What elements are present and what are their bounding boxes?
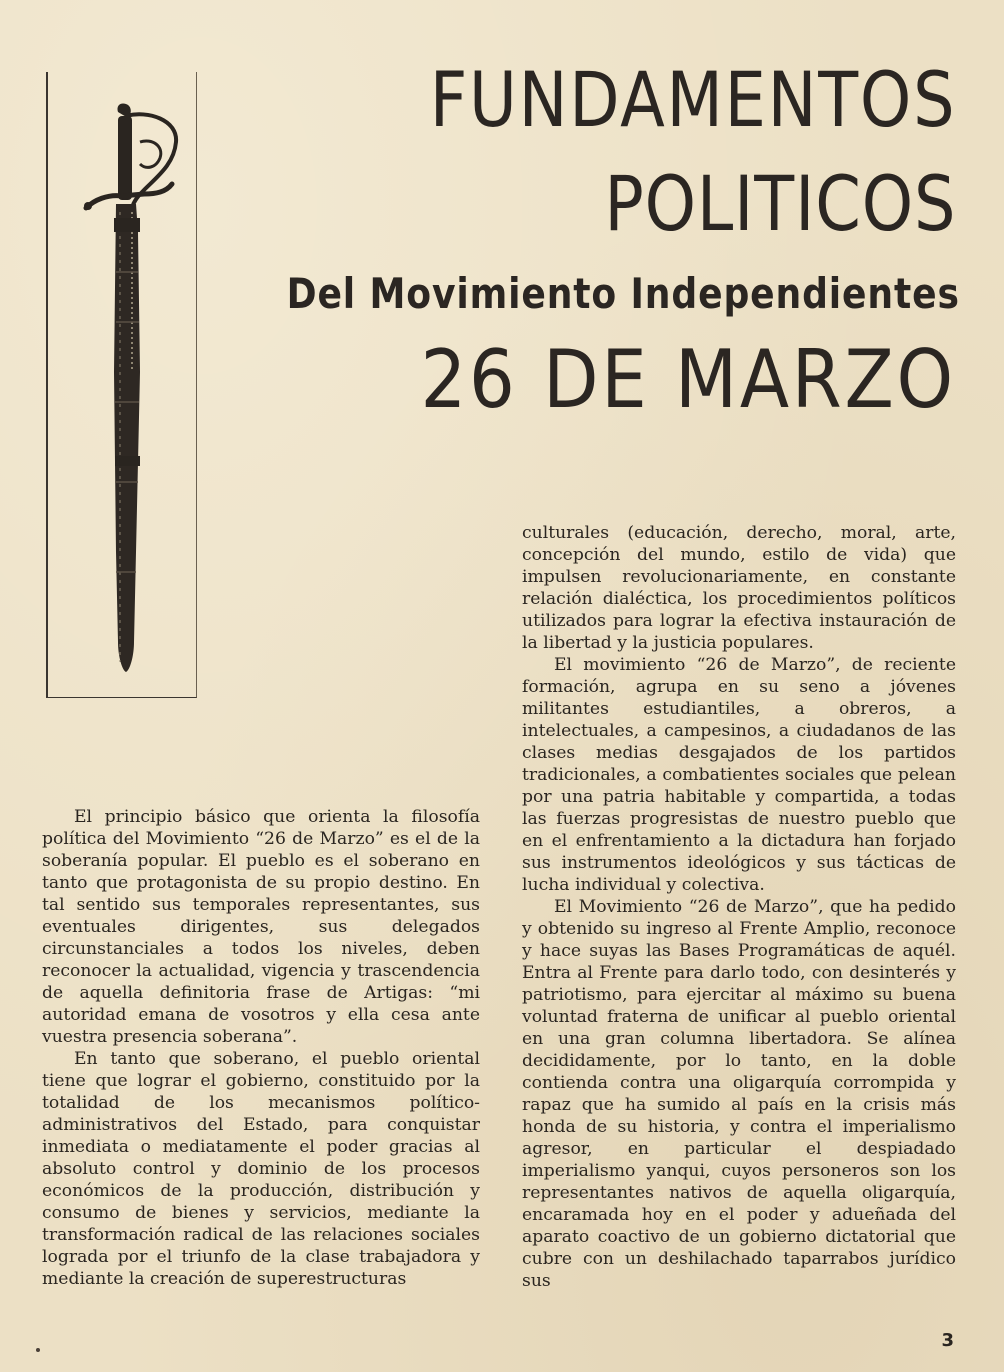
headline-subtitle: Del Movimiento Independientes (286, 269, 960, 318)
right-paragraph: El Movimiento “26 de Marzo”, que ha pedido y obtenido su ingreso al Frente Amplio, reconoce y hace suyas las Bases Programáticas de aquél. Entra al Frente para darlo todo, con desinterés y patriotismo, para ejercitar al máximo su buena voluntad fraterna de unificar al pueblo oriental en una gran columna libertadora. Se alínea decididamente, por lo tanto, en la doble contienda contra una oligarquía corrompida y rapaz que ha sumido al país en la crisis más honda de su historia, y contra el imperialismo agresor, en particular el despiadado imperialismo yanqui, cuyos personeros son los representantes nativos de aquella oligarquía, encaramada hoy en el poder y adueñada del aparato coactivo de un gobierno dictatorial que cubre con un deshilachado taparrabos jurídico sus (522, 897, 956, 1291)
print-speck (36, 1348, 40, 1352)
left-paragraph: El principio básico que orienta la filosofía política del Movimiento “26 de Marzo” es el de la soberanía popular. El pueblo es el soberano en tanto que protagonista de su propio destino. En tal sentido sus temporales representantes, sus eventuales dirigentes, sus delegados circunstanciales a todos los niveles, deben reconocer la actualidad, vigencia y trascendencia de aquella definitoria frase de Artigas: “mi autoridad emana de vosotros y ella cesa ante vuestra presencia soberana”. (42, 807, 480, 1047)
sword-icon (48, 72, 196, 697)
headline-line-2: POLITICOS (603, 159, 956, 248)
left-column (42, 806, 480, 1290)
headline-line-1: FUNDAMENTOS (429, 55, 956, 144)
right-paragraph: culturales (educación, derecho, moral, arte, concepción del mundo, estilo de vida) que impulsen revolucionariamente, en constante relación dialéctica, los procedimientos políticos utilizados para lograr la efectiva instauración de la libertad y la justicia populares. (522, 523, 956, 653)
right-paragraph: El movimiento “26 de Marzo”, de reciente formación, agrupa en su seno a jóvenes militantes estudiantiles, a obreros, a intelectuales, a campesinos, a ciudadanos de las clases medias desgajados de los partidos tradicionales, a combatientes sociales que pelean por una patria habitable y compartida, a todas las fuerzas progresistas de nuestro pueblo que en el enfrentamiento a la dictadura han forjado sus instrumentos ideológicos y sus tácticas de lucha individual y colectiva. (522, 655, 956, 895)
right-column (522, 522, 956, 1292)
headline-line-3: 26 DE MARZO (420, 333, 956, 426)
illustration-frame (46, 72, 197, 698)
left-paragraph: En tanto que soberano, el pueblo oriental tiene que lograr el gobierno, constituido por la totalidad de los mecanismos político-administrativos del Estado, para conquistar inmediata o mediatamente el poder gracias al absoluto control y dominio de los procesos económicos de la producción, distribución y consumo de bienes y servicios, mediante la transformación radical de las relaciones sociales lograda por el triunfo de la clase trabajadora y mediante la creación de superestructuras (42, 1049, 480, 1289)
page-number: 3 (941, 1330, 954, 1351)
